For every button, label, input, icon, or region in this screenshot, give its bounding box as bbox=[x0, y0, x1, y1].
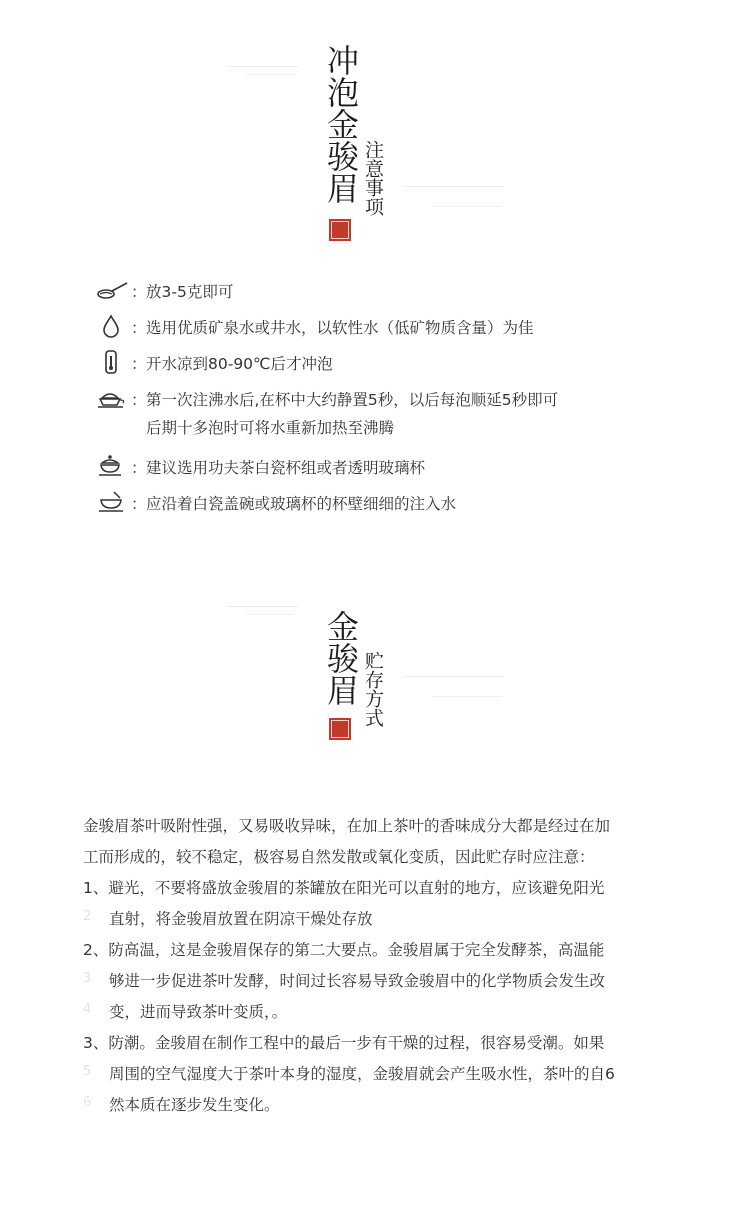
line-number: 2 bbox=[83, 909, 92, 924]
tip-text: 应沿着白瓷盖碗或玻璃杯的杯壁细细的注入水 bbox=[146, 495, 457, 513]
section1-subtitle: 注意事项 bbox=[362, 140, 384, 216]
colon: ： bbox=[131, 459, 147, 477]
paragraph-line: 1、避光，不要将盛放金骏眉的茶罐放在阳光可以直射的地方，应该避免阳光 bbox=[83, 879, 605, 897]
paragraph-line: 2、防高温，这是金骏眉保存的第二大要点。金骏眉属于完全发酵茶，高温能 bbox=[83, 941, 605, 959]
section2-subtitle: 贮存方式 bbox=[362, 651, 384, 727]
red-seal-icon bbox=[329, 718, 351, 740]
paragraph-line: 6 然本质在逐步发生变化。 bbox=[83, 1095, 280, 1114]
paragraph-line: 4 变，进而导致茶叶变质，。 bbox=[83, 1002, 288, 1021]
red-seal-icon bbox=[329, 219, 351, 241]
decorative-line bbox=[404, 676, 504, 677]
tip-text: 放3-5克即可 bbox=[146, 283, 234, 301]
decorative-line bbox=[404, 186, 504, 187]
colon: ： bbox=[131, 495, 147, 513]
spoon-icon bbox=[96, 278, 128, 302]
colon: ： bbox=[131, 391, 147, 409]
gaiwan-icon bbox=[96, 454, 128, 478]
water-drop-icon bbox=[96, 314, 128, 338]
paragraph-line: 3、防潮。金骏眉在制作工程中的最后一步有干燥的过程，很容易受潮。如果 bbox=[83, 1034, 605, 1052]
decorative-line bbox=[432, 206, 502, 207]
line-number: 5 bbox=[83, 1064, 92, 1079]
tip-text: 建议选用功夫茶白瓷杯组或者透明玻璃杯 bbox=[146, 459, 426, 477]
tip-text-continued: 后期十多泡时可将水重新加热至沸腾 bbox=[146, 419, 395, 437]
colon: ： bbox=[131, 283, 147, 301]
teapot-icon bbox=[96, 386, 128, 410]
colon: ： bbox=[131, 355, 147, 373]
paragraph-line: 工而形成的，较不稳定，极容易自然发散或氧化变质，因此贮存时应注意： bbox=[83, 848, 595, 866]
decorative-line bbox=[246, 74, 294, 75]
section1-title: 冲泡金骏眉 bbox=[322, 44, 360, 204]
line-number: 3 bbox=[83, 971, 92, 986]
decorative-line bbox=[432, 696, 502, 697]
tip-text: 第一次注沸水后,在杯中大约静置5秒，以后每泡顺延5秒即可 bbox=[146, 391, 559, 409]
line-number: 6 bbox=[83, 1095, 92, 1110]
colon: ： bbox=[131, 319, 147, 337]
thermometer-icon bbox=[96, 350, 128, 374]
paragraph-line: 2 直射，将金骏眉放置在阴凉干燥处存放 bbox=[83, 909, 373, 928]
tip-text: 选用优质矿泉水或井水，以软性水（低矿物质含量）为佳 bbox=[146, 319, 534, 337]
line-number: 4 bbox=[83, 1002, 92, 1017]
tip-text: 开水凉到80-90℃后才冲泡 bbox=[146, 355, 333, 373]
tea-bowl-icon bbox=[96, 490, 128, 514]
paragraph-line: 金骏眉茶叶吸附性强，又易吸收异味，在加上茶叶的香味成分大都是经过在加 bbox=[83, 817, 611, 835]
section2-title: 金骏眉 bbox=[322, 610, 360, 706]
decorative-line bbox=[246, 614, 294, 615]
decorative-line bbox=[228, 606, 298, 607]
paragraph-line: 3 够进一步促进茶叶发酵，时间过长容易导致金骏眉中的化学物质会发生改 bbox=[83, 971, 606, 990]
paragraph-line: 5 周围的空气湿度大于茶叶本身的湿度，金骏眉就会产生吸水性，茶叶的自6 bbox=[83, 1064, 615, 1083]
decorative-line bbox=[228, 66, 298, 67]
